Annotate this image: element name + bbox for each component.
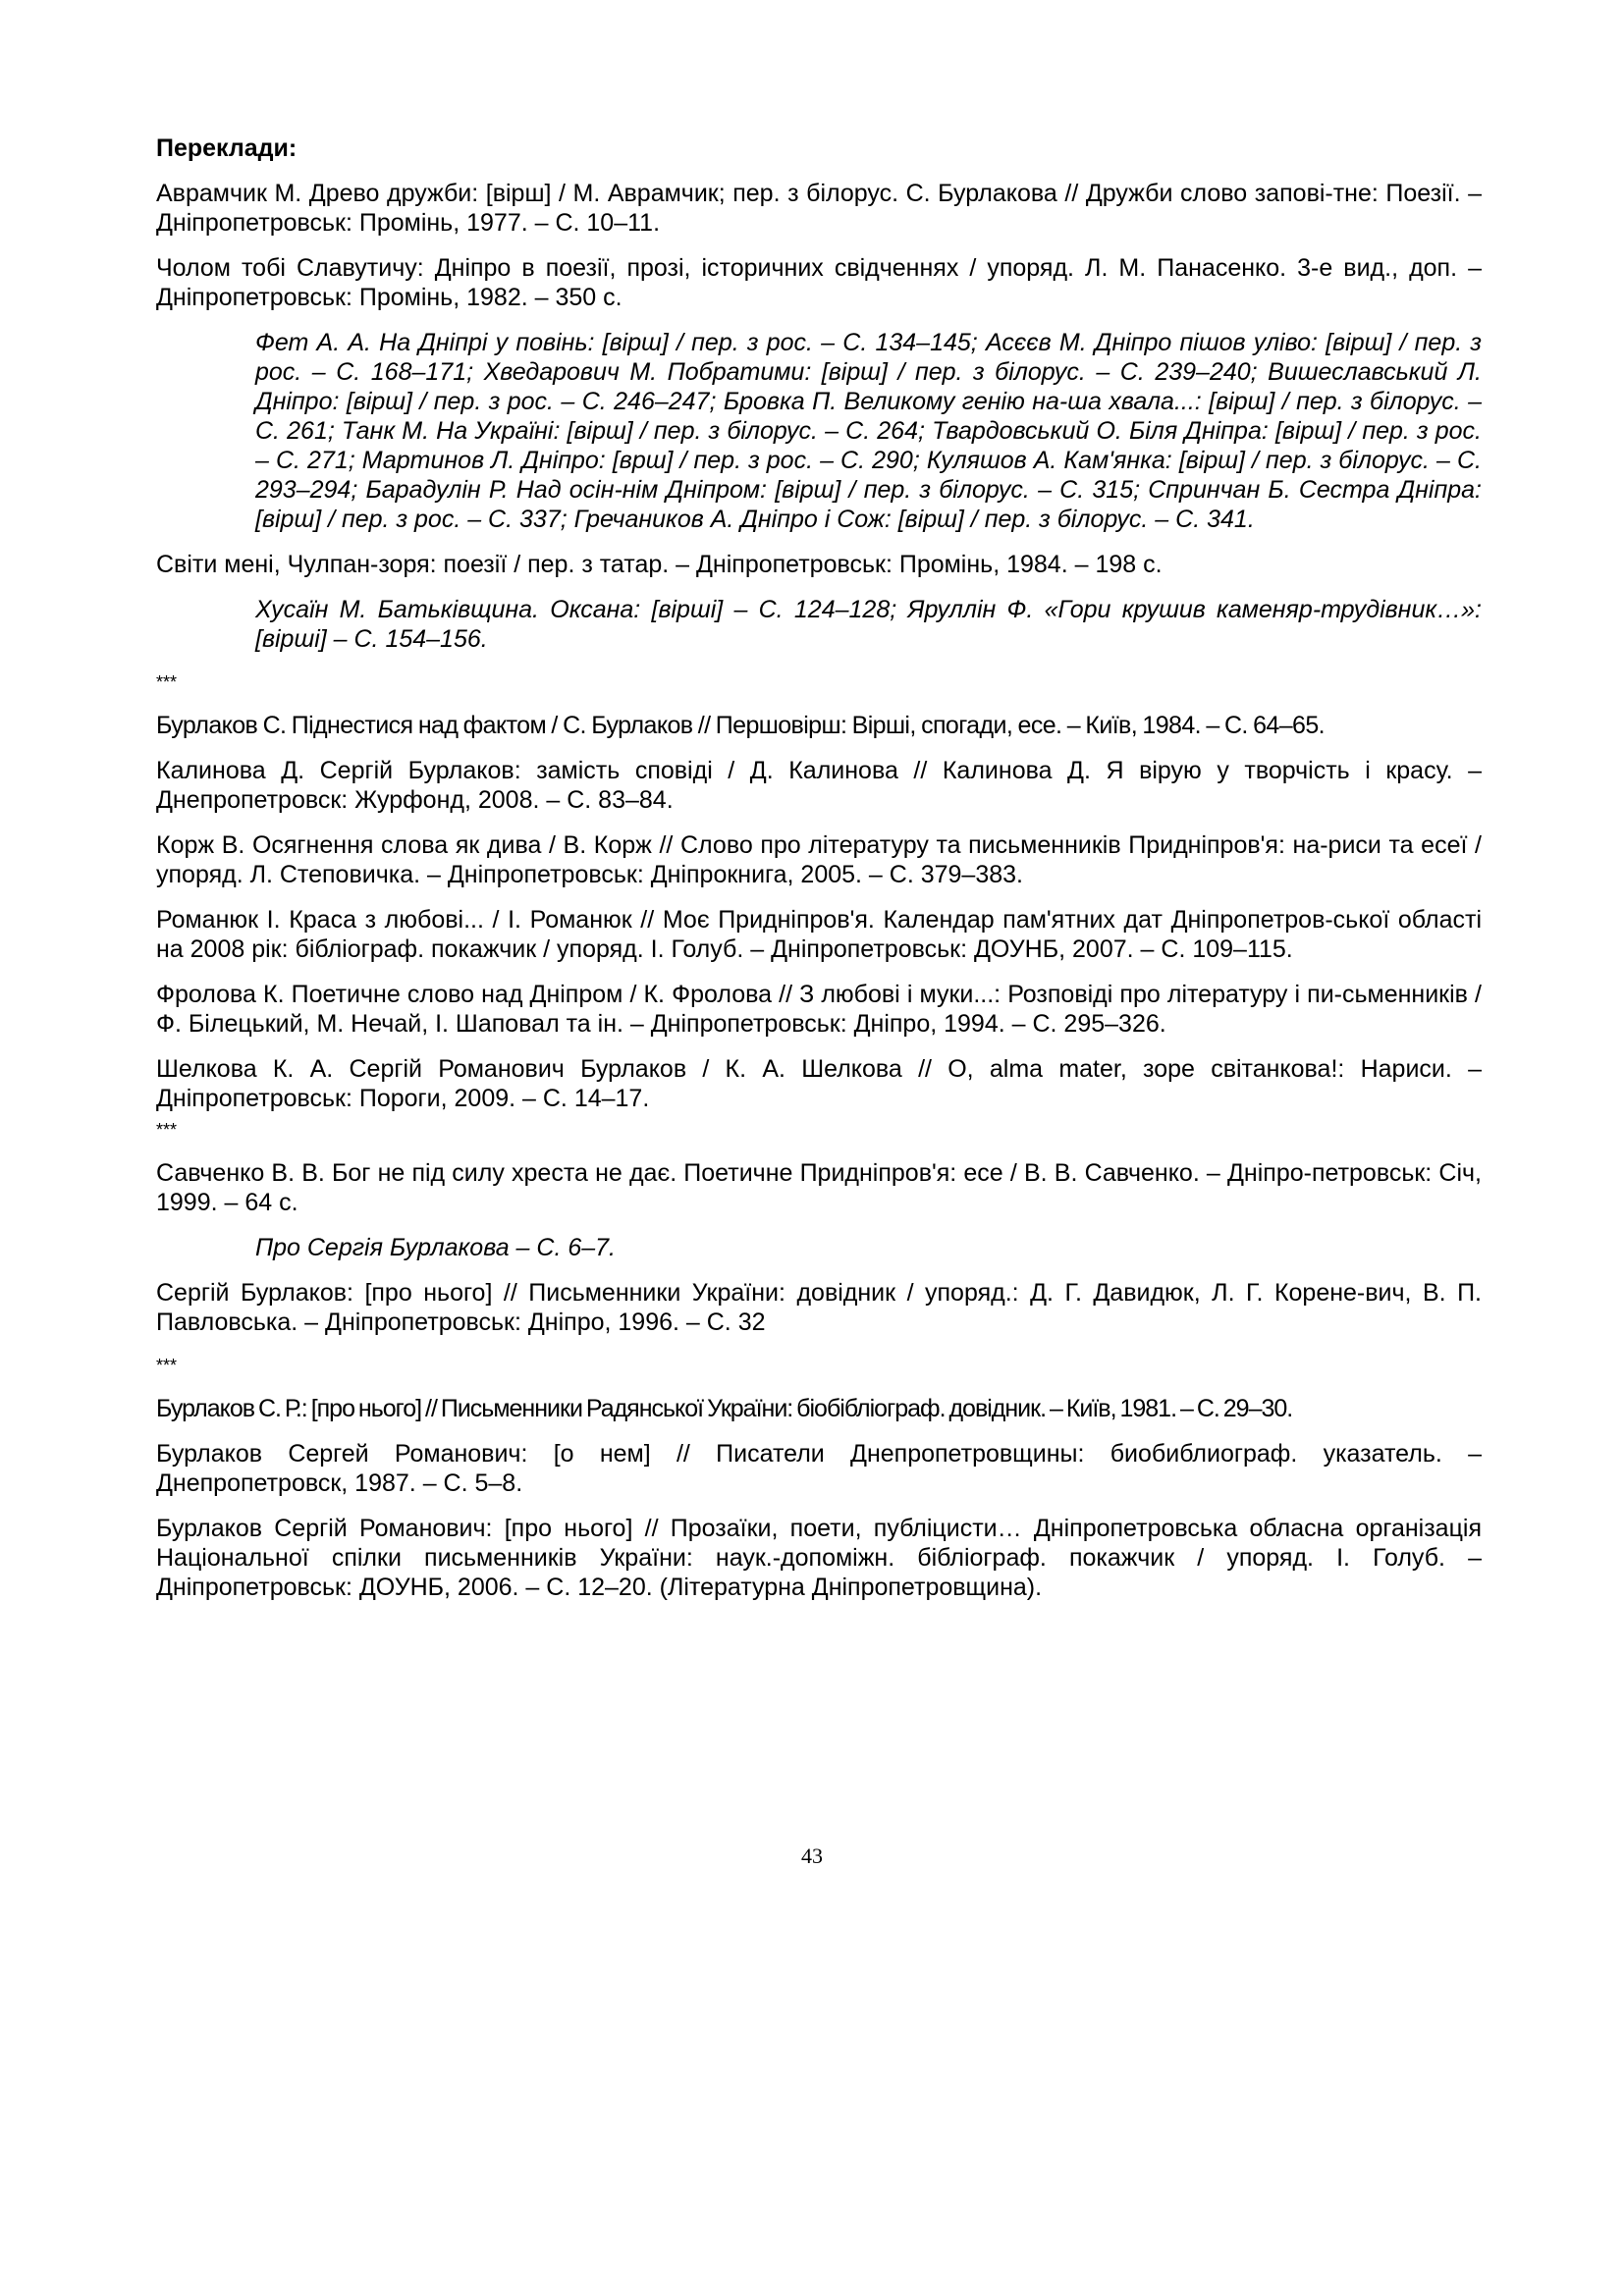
section-heading-translations: Переклади:	[156, 134, 298, 162]
bibliography-sub-entry: Фет А. А. На Дніпрі у повінь: [вірш] / пер. з рос. – С. 134–145; Асєєв М. Дніпро пішов уліво: [вірш] / пер. з рос. – С. 168–171; Хведарович М. Побратими: [вірш] / пер. з білорус. – С. 239–240; Вишеславський Л. Дніпро: [вірш] / пер. з рос. – С. 246–247; Бровка П. Великому генію на-ша хвала...: [вірш] / пер. з білорус. – С. 261; Танк М. На Україні: [вірш] / пер. з білорус. – С. 264; Твардовський О. Біля Дніпра: [вірш] / пер. з рос. – С. 271; Мартинов Л. Дніпро: [врш] / пер. з рос. – С. 290; Куляшов А. Кам'янка: [вірш] / пер. з білорус. – С. 293–294; Барадулін Р. Над осін-нім Дніпром: [вірш] / пер. з білорус. – С. 315; Спринчан Б. Сестра Дніпра: [вірш] / пер. з рос. – С. 337; Гречаников А. Дніпро і Сож: [вірш] / пер. з білорус. – С. 341.	[255, 329, 1482, 533]
bibliography-entry: Чолом тобі Славутичу: Дніпро в поезії, прозі, історичних свідченнях / упоряд. Л. М. Панасенко. 3-е вид., доп. – Дніпропетровськ: Промінь, 1982. – 350 с.	[156, 254, 1482, 311]
document-page	[156, 133, 1482, 1618]
bibliography-entry: Бурлаков Сергій Романович: [про нього] // Прозаїки, поети, публіцисти… Дніпропетровська обласна організація Національної спілки письменників України: наук.-допоміжн. бібліограф. покажчик / упоряд. І. Голуб. – Дніпропетровськ: ДОУНБ, 2006. – С. 12–20. (Літературна Дніпропетровщина).	[156, 1515, 1482, 1601]
bibliography-entry: Романюк І. Краса з любові... / І. Романюк // Моє Придніпров'я. Календар пам'ятних дат Дніпропетров-ської області на 2008 рік: бібліограф. покажчик / упоряд. І. Голуб. – Дніпропетровськ: ДОУНБ, 2007. – С. 109–115.	[156, 906, 1482, 963]
bibliography-entry: Сергій Бурлаков: [про нього] // Письменники України: довідник / упоряд.: Д. Г. Давидюк, Л. Г. Корене-вич, В. П. Павловська. – Дніпропетровськ: Дніпро, 1996. – С. 32	[156, 1279, 1482, 1336]
section-separator: ***	[156, 1120, 178, 1140]
bibliography-entry: Калинова Д. Сергій Бурлаков: замість сповіді / Д. Калинова // Калинова Д. Я вірую у творчість і красу. – Днепропетровск: Журфонд, 2008. – С. 83–84.	[156, 757, 1482, 814]
bibliography-entry: Бурлаков Сергей Романович: [о нем] // Писатели Днепропетровщины: биобиблиограф. указатель. – Днепропетровск, 1987. – С. 5–8.	[156, 1440, 1482, 1497]
section-separator: ***	[156, 1356, 178, 1375]
bibliography-sub-entry: Про Сергія Бурлакова – С. 6–7.	[255, 1234, 617, 1261]
bibliography-entry: Бурлаков С. Піднестися над фактом / С. Бурлаков // Першовірш: Вірші, спогади, есе. – Київ, 1984. – С. 64–65.	[156, 712, 1325, 739]
bibliography-entry: Шелкова К. А. Сергій Романович Бурлаков / К. А. Шелкова // О, alma mater, зоре світанкова!: Нариси. – Дніпропетровськ: Пороги, 2009. – С. 14–17.	[156, 1055, 1482, 1112]
bibliography-entry: Світи мені, Чулпан-зоря: поезії / пер. з татар. – Дніпропетровськ: Промінь, 1984. – 198 с.	[156, 551, 1163, 578]
bibliography-entry: Фролова К. Поетичне слово над Дніпром / К. Фролова // З любові і муки...: Розповіді про літературу і пи-сьменників / Ф. Білецький, М. Нечай, І. Шаповал та ін. – Дніпропетровськ: Дніпро, 1994. – С. 295–326.	[156, 981, 1482, 1038]
bibliography-entry: Бурлаков С. Р.: [про нього] // Письменники Радянської України: біобібліограф. довідник. – Київ, 1981. – С. 29–30.	[156, 1395, 1293, 1422]
page-number: 43	[801, 1843, 823, 1868]
bibliography-entry: Корж В. Осягнення слова як дива / В. Корж // Слово про літературу та письменників Придніпров'я: на-риси та есеї / упоряд. Л. Степовичка. – Дніпропетровськ: Дніпрокнига, 2005. – С. 379–383.	[156, 831, 1482, 888]
section-separator: ***	[156, 672, 178, 692]
bibliography-entry: Савченко В. В. Бог не під силу хреста не дає. Поетичне Придніпров'я: есе / В. В. Савченко. – Дніпро-петровськ: Січ, 1999. – 64 с.	[156, 1159, 1482, 1216]
bibliography-entry: Аврамчик М. Древо дружби: [вірш] / М. Аврамчик; пер. з білорус. С. Бурлакова // Дружби слово запові-тне: Поезії. – Дніпропетровськ: Промінь, 1977. – С. 10–11.	[156, 180, 1482, 237]
bibliography-sub-entry: Хусаїн М. Батьківщина. Оксана: [вірші] – С. 124–128; Яруллін Ф. «Гори крушив каменяр-трудівник…»: [вірші] – С. 154–156.	[255, 596, 1482, 653]
